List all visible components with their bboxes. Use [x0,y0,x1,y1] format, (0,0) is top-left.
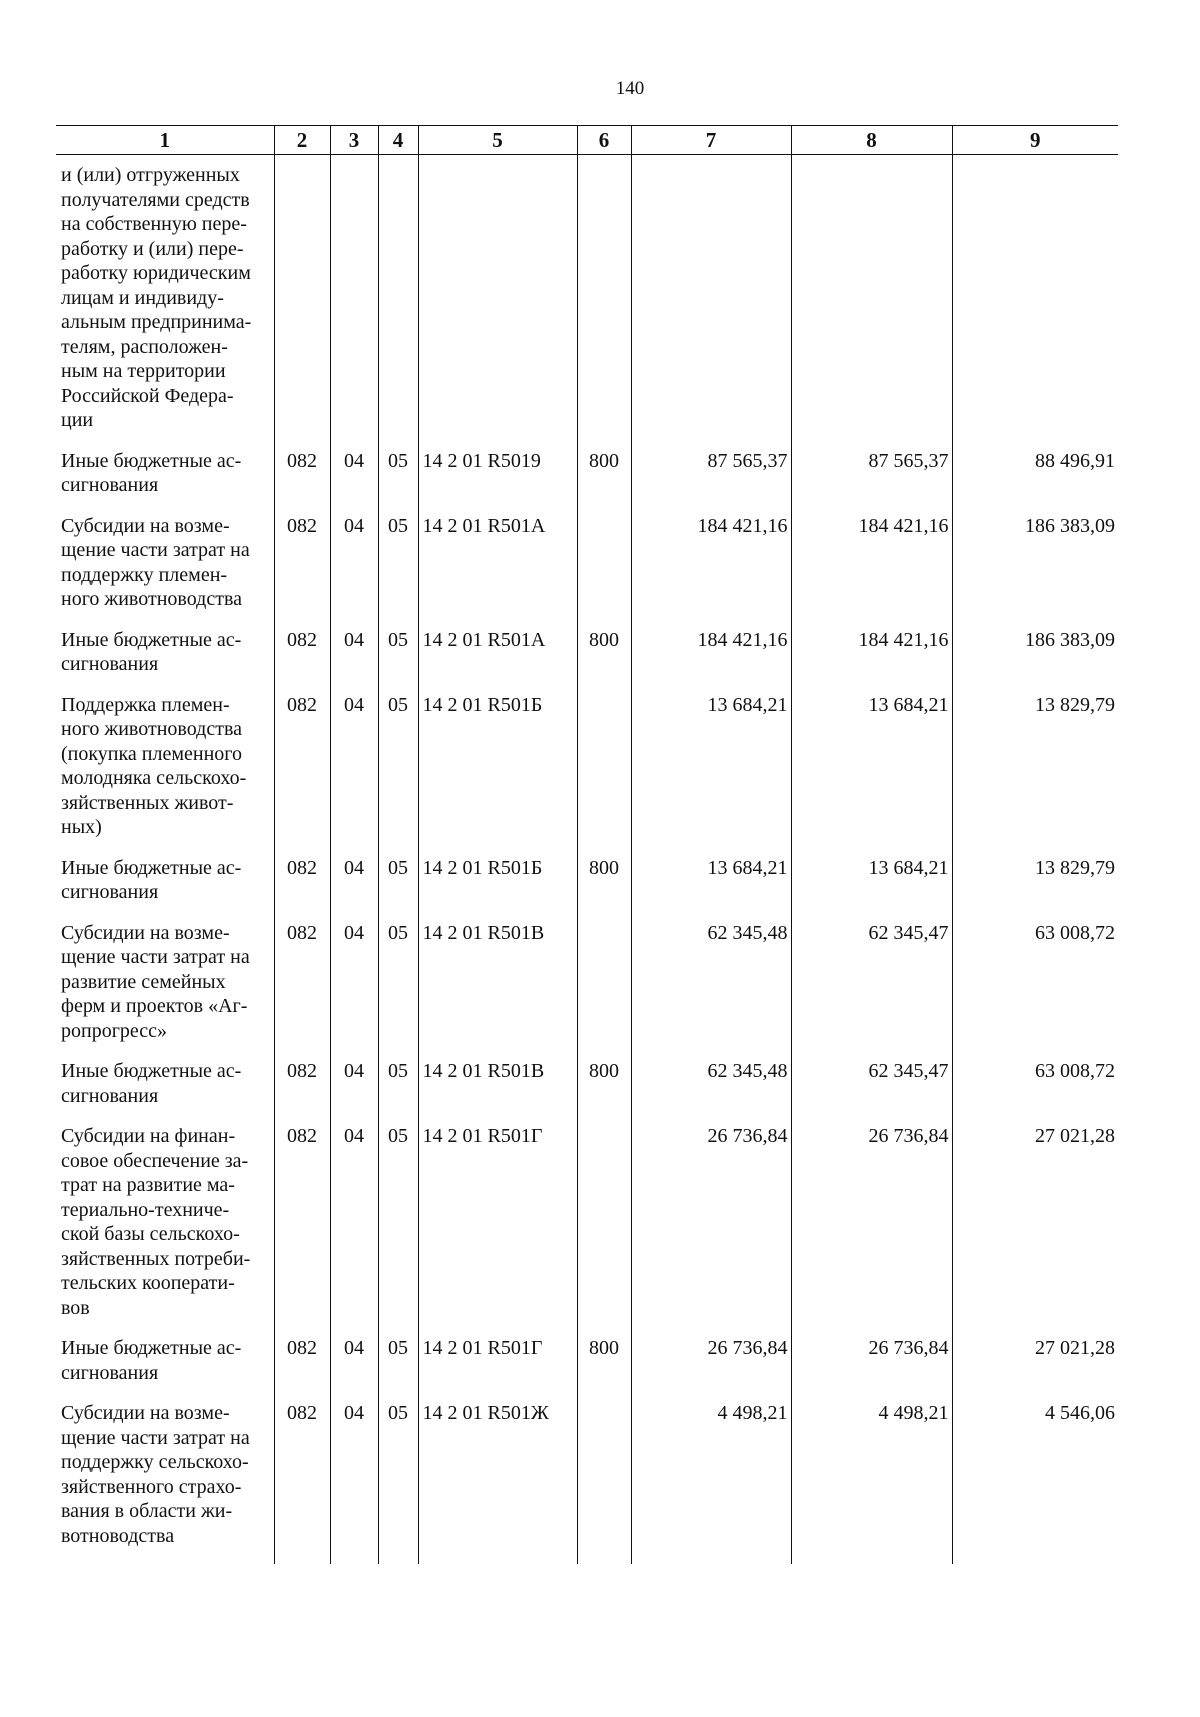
cell-section [330,693,378,856]
cell-section [330,856,378,921]
cell-amount-col9 [952,628,1118,693]
cell-section [330,628,378,693]
cell-amount-col8 [791,1401,952,1564]
table-row [56,449,1118,514]
cell-target-article [418,155,577,449]
cell-amount-col8 [791,514,952,628]
cell-amount-col7 [631,1336,791,1401]
cell-amount-col7 [631,693,791,856]
table-row [56,1401,1118,1564]
cell-target-article-text: 14 2 01 R501Ж [422,1402,549,1424]
cell-amount-col7 [631,155,791,449]
column-header: 2 [274,126,330,155]
cell-amount-col7 [631,921,791,1060]
cell-subsection [378,155,418,449]
cell-section-text: 04 [344,1402,364,1424]
cell-name-text: Субсидии на возме- щение части затрат на поддержку сельскохо- зяйственного страхо- вания в области жи- вотноводства [61,1402,250,1547]
cell-subsection-text: 05 [388,921,408,944]
cell-name-text: Субсидии на финан- совое обеспечение за- трат на развитие ма- териально-техниче- ской базы сельскохо- зяйственных потреби- тельских кооперати- вов [61,1125,251,1319]
cell-expense-type-text: 800 [589,628,619,651]
cell-amount-col9-text: 63 008,72 [1035,1060,1115,1082]
cell-amount-col8 [791,1336,952,1401]
cell-amount-col7-text: 26 736,84 [707,1125,788,1147]
cell-expense-type [577,1401,631,1564]
cell-amount-col9 [952,856,1118,921]
cell-amount-col7-text: 13 684,21 [707,693,788,716]
cell-ministry-code [274,155,330,449]
cell-expense-type [577,514,631,628]
cell-ministry-code-text: 082 [287,1402,317,1424]
cell-expense-type [577,921,631,1060]
cell-ministry-code [274,1401,330,1564]
cell-expense-type-text: 800 [589,856,619,879]
table-row [56,921,1118,1060]
cell-subsection-text: 05 [388,856,408,879]
cell-amount-col8-text: 62 345,47 [868,1060,949,1082]
cell-ministry-code [274,449,330,514]
cell-subsection-text: 05 [388,628,408,651]
cell-subsection [378,514,418,628]
cell-amount-col8-text: 87 565,37 [868,449,949,472]
cell-ministry-code [274,693,330,856]
cell-section-text: 04 [344,856,364,879]
cell-section-text: 04 [344,449,364,472]
cell-amount-col9-text: 88 496,91 [1035,449,1115,472]
cell-section [330,514,378,628]
cell-ministry-code-text: 082 [287,1060,317,1082]
cell-amount-col9-text: 186 383,09 [1025,514,1115,537]
cell-ministry-code [274,1336,330,1401]
cell-name-text: Субсидии на возме- щение части затрат на развитие семейных ферм и проектов «Аг- ропрогресс» [61,921,250,1042]
cell-amount-col9 [952,514,1118,628]
cell-amount-col9-text: 27 021,28 [1035,1125,1115,1147]
cell-target-article [418,1059,577,1124]
cell-amount-col7 [631,628,791,693]
cell-amount-col7-text: 26 736,84 [707,1337,788,1359]
cell-subsection [378,693,418,856]
cell-amount-col8-text: 184 421,16 [858,514,949,537]
cell-target-article [418,449,577,514]
cell-amount-col7 [631,856,791,921]
column-header: 5 [418,126,577,155]
cell-section [330,1124,378,1336]
cell-amount-col9-text: 186 383,09 [1025,628,1115,651]
cell-name-text: Субсидии на возме- щение части затрат на поддержку племен- ного животноводства [61,514,250,610]
cell-expense-type-text: 800 [589,1060,619,1082]
cell-amount-col8 [791,628,952,693]
cell-amount-col8 [791,155,952,449]
cell-name [56,449,274,514]
cell-ministry-code-text: 082 [287,514,317,537]
cell-amount-col8-text: 26 736,84 [868,1337,949,1359]
cell-amount-col9 [952,921,1118,1060]
cell-section-text: 04 [344,1125,364,1147]
cell-amount-col8 [791,1124,952,1336]
table-row [56,628,1118,693]
cell-section-text: 04 [344,693,364,716]
column-header: 6 [577,126,631,155]
cell-target-article-text: 14 2 01 R501A [422,628,546,651]
cell-ministry-code-text: 082 [287,856,317,879]
cell-target-article [418,921,577,1060]
cell-amount-col8-text: 184 421,16 [858,628,949,651]
page-number: 140 [615,78,645,99]
cell-section [330,1336,378,1401]
cell-subsection [378,856,418,921]
cell-subsection [378,628,418,693]
cell-amount-col7-text: 184 421,16 [697,628,788,651]
cell-expense-type [577,693,631,856]
table-row [56,856,1118,921]
cell-target-article [418,514,577,628]
table-row [56,693,1118,856]
cell-amount-col7-text: 87 565,37 [707,449,788,472]
table-row [56,514,1118,628]
cell-name [56,1336,274,1401]
cell-ministry-code [274,1059,330,1124]
cell-section-text: 04 [344,1337,364,1359]
cell-amount-col9-text: 13 829,79 [1035,856,1115,879]
cell-amount-col9 [952,1059,1118,1124]
cell-target-article-text: 14 2 01 R501B [422,1060,545,1082]
cell-ministry-code-text: 082 [287,449,317,472]
cell-section [330,155,378,449]
cell-name-text: Поддержка племен- ного животноводства (покупка племенного молодняка сельскохо- зяйственных живот- ных) [61,693,247,838]
cell-target-article [418,628,577,693]
cell-ministry-code-text: 082 [287,693,317,716]
cell-expense-type [577,1124,631,1336]
cell-ministry-code [274,856,330,921]
cell-name-text: Иные бюджетные ас- сигнования [61,449,242,496]
cell-amount-col9 [952,693,1118,856]
cell-ministry-code [274,1124,330,1336]
cell-name [56,514,274,628]
cell-subsection-text: 05 [388,1060,408,1082]
cell-amount-col7 [631,449,791,514]
cell-target-article [418,1124,577,1336]
cell-amount-col9 [952,1336,1118,1401]
cell-amount-col8 [791,856,952,921]
cell-amount-col8 [791,921,952,1060]
cell-subsection [378,1401,418,1564]
cell-amount-col9 [952,449,1118,514]
cell-target-article-text: 14 2 01 R501Г [422,1337,543,1359]
cell-amount-col9-text: 4 546,06 [1045,1402,1115,1424]
column-header: 1 [56,126,274,155]
cell-amount-col8 [791,1059,952,1124]
cell-expense-type [577,1059,631,1124]
column-header: 9 [952,126,1118,155]
cell-ministry-code-text: 082 [287,1125,317,1147]
cell-amount-col8-text: 26 736,84 [868,1125,949,1147]
cell-amount-col7 [631,1124,791,1336]
cell-expense-type [577,449,631,514]
cell-subsection-text: 05 [388,1402,408,1424]
cell-target-article-text: 14 2 01 R501Г [422,1125,543,1147]
cell-target-article [418,693,577,856]
cell-name [56,155,274,449]
cell-target-article [418,1401,577,1564]
cell-subsection-text: 05 [388,1337,408,1359]
cell-target-article [418,856,577,921]
cell-ministry-code [274,921,330,1060]
cell-section-text: 04 [344,514,364,537]
cell-amount-col7-text: 62 345,48 [707,921,788,944]
cell-target-article-text: 14 2 01 R501Б [422,693,543,716]
table-row [56,155,1118,449]
cell-name [56,693,274,856]
budget-table [56,125,1118,1564]
table-row [56,1124,1118,1336]
cell-amount-col7 [631,1401,791,1564]
cell-expense-type [577,155,631,449]
cell-amount-col8-text: 4 498,21 [878,1402,949,1424]
cell-section [330,449,378,514]
cell-expense-type-text: 800 [589,449,619,472]
cell-section [330,1401,378,1564]
cell-subsection [378,1059,418,1124]
cell-subsection-text: 05 [388,449,408,472]
cell-name [56,1059,274,1124]
cell-name-text: Иные бюджетные ас- сигнования [61,1060,242,1107]
cell-amount-col9 [952,155,1118,449]
column-header: 4 [378,126,418,155]
cell-expense-type [577,1336,631,1401]
cell-amount-col7-text: 4 498,21 [717,1402,788,1424]
cell-subsection [378,1336,418,1401]
column-header: 7 [631,126,791,155]
cell-section [330,1059,378,1124]
cell-subsection [378,449,418,514]
table-row [56,1336,1118,1401]
cell-name-text: и (или) отгруженных получателями средств на собственную пере- работку и (или) пере- работку юридическим лицам и индивиду- альным предпринима- телям, расположен- ным на территории Российской Федера- ции [61,164,252,431]
cell-target-article-text: 14 2 01 R501B [422,921,545,944]
cell-amount-col7 [631,514,791,628]
cell-amount-col9-text: 27 021,28 [1035,1337,1115,1359]
cell-amount-col7 [631,1059,791,1124]
cell-name-text: Иные бюджетные ас- сигнования [61,628,242,675]
cell-amount-col8 [791,449,952,514]
cell-amount-col9-text: 63 008,72 [1035,921,1115,944]
cell-subsection-text: 05 [388,693,408,716]
cell-name [56,1401,274,1564]
cell-subsection-text: 05 [388,1125,408,1147]
cell-ministry-code [274,628,330,693]
cell-amount-col8-text: 13 684,21 [868,693,949,716]
cell-ministry-code-text: 082 [287,628,317,651]
cell-name [56,921,274,1060]
cell-subsection-text: 05 [388,514,408,537]
cell-target-article-text: 14 2 01 R501Б [422,856,543,879]
cell-amount-col7-text: 62 345,48 [707,1060,788,1082]
cell-target-article-text: 14 2 01 R5019 [422,449,541,472]
cell-amount-col8 [791,693,952,856]
cell-ministry-code-text: 082 [287,1337,317,1359]
cell-target-article-text: 14 2 01 R501A [422,514,546,537]
cell-amount-col9-text: 13 829,79 [1035,693,1115,716]
cell-amount-col7-text: 184 421,16 [697,514,788,537]
cell-name-text: Иные бюджетные ас- сигнования [61,1337,242,1384]
cell-amount-col8-text: 13 684,21 [868,856,949,879]
column-header: 8 [791,126,952,155]
cell-amount-col8-text: 62 345,47 [868,921,949,944]
cell-ministry-code-text: 082 [287,921,317,944]
cell-name [56,628,274,693]
cell-subsection [378,1124,418,1336]
cell-section [330,921,378,1060]
cell-expense-type-text: 800 [589,1337,619,1359]
table-row [56,1059,1118,1124]
cell-name [56,856,274,921]
table-header-row [56,126,1118,155]
cell-expense-type [577,856,631,921]
cell-section-text: 04 [344,921,364,944]
cell-amount-col9 [952,1124,1118,1336]
cell-subsection [378,921,418,1060]
column-header: 3 [330,126,378,155]
cell-amount-col9 [952,1401,1118,1564]
cell-ministry-code [274,514,330,628]
cell-amount-col7-text: 13 684,21 [707,856,788,879]
cell-name-text: Иные бюджетные ас- сигнования [61,856,242,903]
cell-section-text: 04 [344,628,364,651]
cell-target-article [418,1336,577,1401]
cell-name [56,1124,274,1336]
cell-expense-type [577,628,631,693]
cell-section-text: 04 [344,1060,364,1082]
